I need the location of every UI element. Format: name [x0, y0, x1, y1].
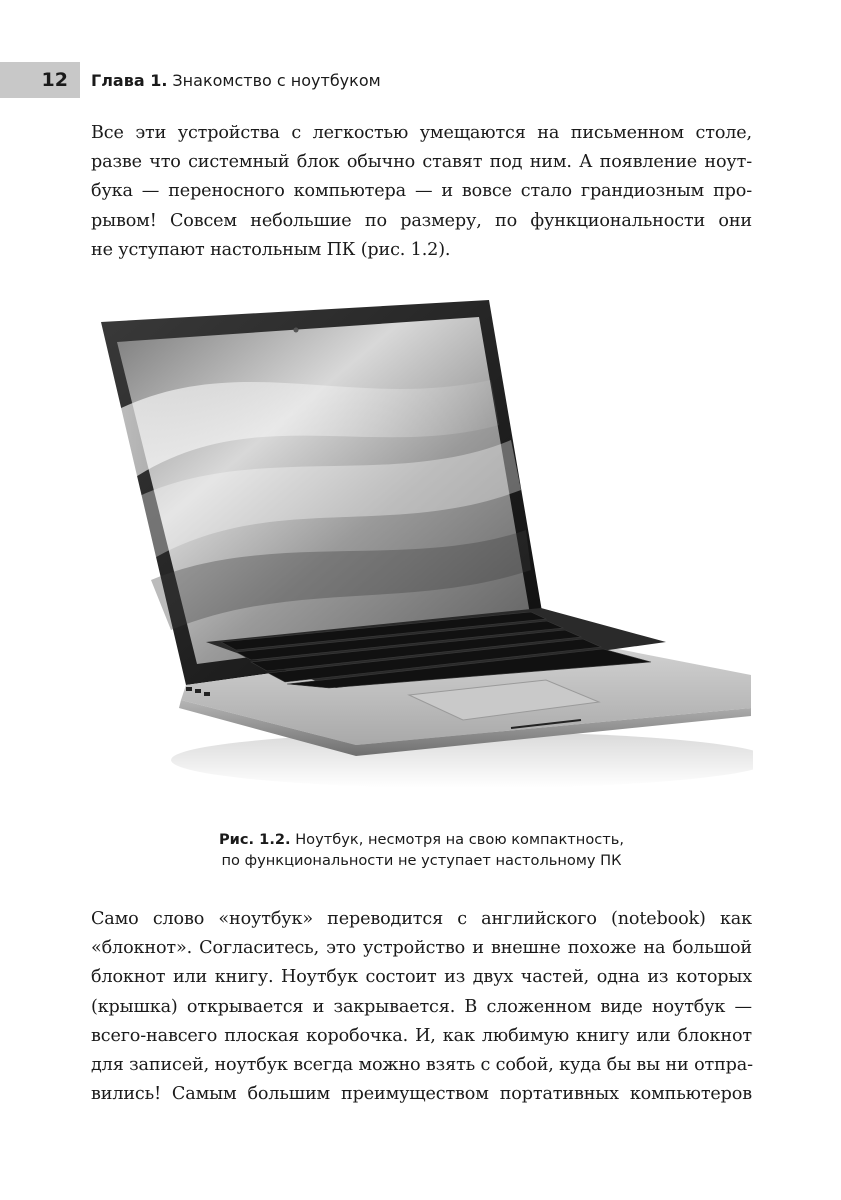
- laptop-image: [91, 290, 753, 812]
- running-header: [0, 62, 841, 98]
- text-line: разве что системный блок обычно ставят под ним. А появление ноут-: [91, 152, 752, 173]
- caption-text: Ноутбук, несмотря на свою компактность,: [295, 831, 625, 848]
- caption-line-1: [91, 829, 752, 850]
- paragraph-intro: [91, 119, 752, 265]
- text-line: рывом! Совсем небольшие по размеру, по функциональности они: [91, 210, 752, 231]
- text-line: Все эти устройства с легкостью умещаются на письменном столе,: [91, 123, 752, 143]
- caption-label: Рис. 1.2.: [218, 831, 291, 848]
- text-line: всего-навсего плоская коробочка. И, как любимую книгу или блокнот: [91, 1025, 752, 1046]
- text-line: (крышка) открывается и закрывается. В сложенном виде ноутбук —: [91, 996, 752, 1017]
- text-line: Само слово «ноутбук» переводится с английского (notebook) как: [91, 909, 752, 929]
- chapter-title: Знакомство с ноутбуком: [172, 70, 381, 90]
- chapter-heading: [91, 62, 381, 98]
- text-line: блокнот или книгу. Ноутбук состоит из двух частей, одна из которых: [91, 967, 752, 988]
- text-line: не уступают настольным ПК (рис. 1.2).: [91, 239, 451, 260]
- paragraph-notebook: [91, 905, 752, 1109]
- chapter-label: Глава 1.: [91, 70, 168, 90]
- text-line: вились! Самым большим преимуществом портативных компьютеров: [91, 1084, 752, 1105]
- page-number: 12: [0, 62, 80, 98]
- text-line: «блокнот». Согласитесь, это устройство и внешне похоже на большой: [91, 938, 752, 959]
- text-line: бука — переносного компьютера — и вовсе стало грандиозным про-: [91, 181, 752, 202]
- text-line: для записей, ноутбук всегда можно взять с собой, куда бы вы ни отпра-: [91, 1055, 753, 1076]
- laptop-figure: [91, 290, 753, 812]
- caption-line-2: по функциональности не уступает настольному ПК: [221, 852, 622, 869]
- figure-caption: [91, 829, 752, 871]
